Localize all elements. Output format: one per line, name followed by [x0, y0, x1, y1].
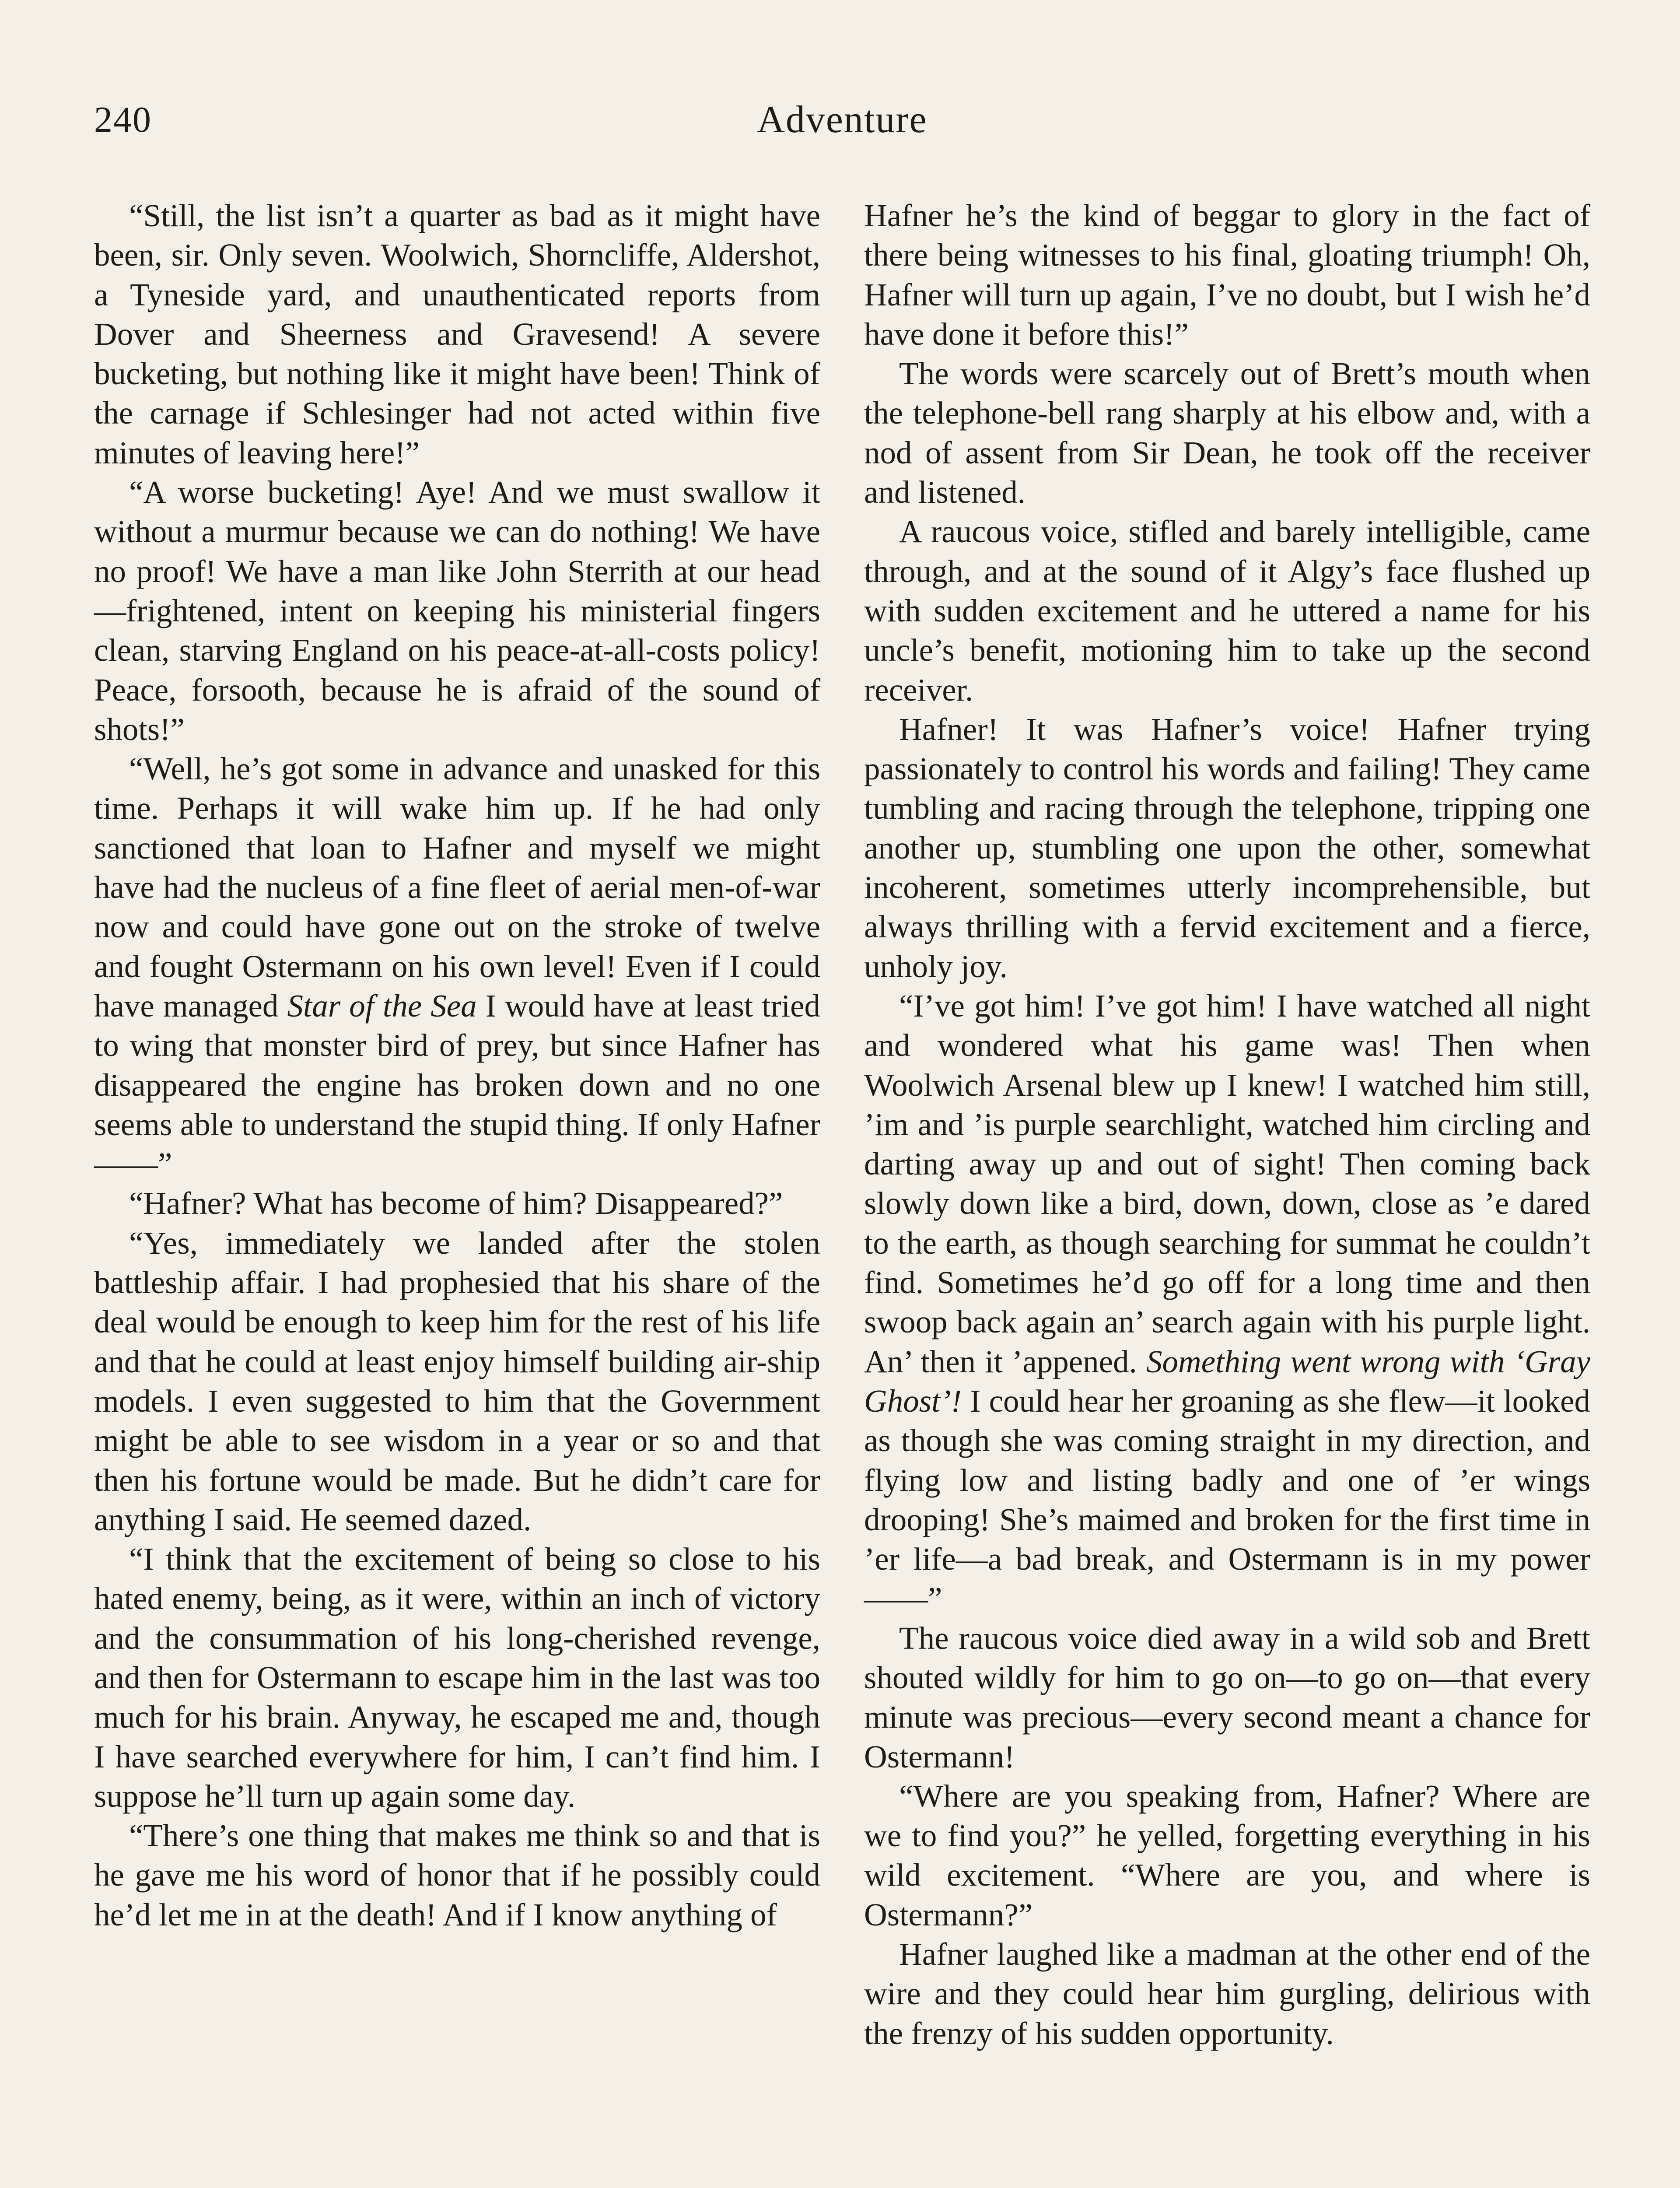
text-run: The words were scarcely out of Brett’s mouth when the telephone-bell rang sharply at his elbow and, with a nod of assent from Sir Dean, he took off the receiver and listened. — [864, 356, 1590, 510]
left-column — [94, 196, 820, 1935]
text-run: Hafner laughed like a madman at the other end of the wire and they could hear him gurgling, delirious with the frenzy of his sudden opportunity. — [864, 1936, 1590, 2051]
paragraph — [94, 1539, 820, 1816]
text-run: “Where are you speaking from, Hafner? Where are we to find you?” he yelled, forgetting everything in his wild excitement. “Where are you, and where is Ostermann?” — [864, 1778, 1590, 1932]
text-run: “Still, the list isn’t a quarter as bad as it might have been, sir. Only seven. Woolwich, Shorncliffe, Aldershot, a Tyneside yard, and unauthenticated reports from Dover and Sheerness and Gravesend! A severe bucketing, but nothing like it might have been! Think of the carnage if Schlesinger had not acted within five minutes of leaving here!” — [94, 198, 820, 470]
text-run: A raucous voice, stifled and barely intelligible, came through, and at the sound of it Algy’s face flushed up with sudden excitement and he uttered a name for his uncle’s benefit, motioning him to take up the second receiver. — [864, 514, 1590, 708]
italic-text: Something went wrong with ‘Gray Ghost’! — [864, 1343, 1590, 1419]
text-run: “I’ve got him! I’ve got him! I have watched all night and wondered what his game was! Then when Woolwich Arsenal blew up I knew! I watched him still, ’im and ’is purple searchlight, watched him circling and darting away up and out of sight! Then coming back slowly down like a bird, down, down, close as ’e dared to the earth, as though searching for summat he couldn’t find. Sometimes he’d go off for a long time and then swoop back again an’ search again with his purple light. An’ then it ’appened. — [864, 988, 1590, 1379]
text-run: Hafner he’s the kind of beggar to glory in the fact of there being witnesses to his final, gloating triumph! Oh, Hafner will turn up again, I’ve no doubt, but I wish he’d have done it before this!” — [864, 198, 1590, 352]
text-run: “Well, he’s got some in advance and unasked for this time. Perhaps it will wake him up. If he had only sanctioned that loan to Hafner and myself we might have had the nucleus of a fine fleet of aerial men-of-war now and could have gone out on the stroke of twelve and fought Ostermann on his own level! Even if I could have managed — [94, 751, 820, 1024]
paragraph — [94, 473, 820, 749]
text-run: I would have at least tried to wing that monster bird of prey, but since Hafner has disappeared the engine has broken down and no one seems able to understand the stupid thing. If only Hafner——” — [94, 988, 820, 1182]
paragraph — [864, 1777, 1590, 1935]
text-run: The raucous voice died away in a wild sob and Brett shouted wildly for him to go on—to go on—that every minute was precious—every second meant a chance for Ostermann! — [864, 1620, 1590, 1774]
text-run: “A worse bucketing! Aye! And we must swallow it without a murmur because we can do nothing! We have no proof! We have a man like John Sterrith at our head—frightened, intent on keeping his ministerial fingers clean, starving England on his peace-at-all-costs policy! Peace, forsooth, because he is afraid of the sound of shots!” — [94, 474, 820, 747]
paragraph — [864, 354, 1590, 512]
paragraph — [864, 986, 1590, 1619]
page-header — [94, 94, 1590, 146]
text-run: Hafner! It was Hafner’s voice! Hafner trying passionately to control his words and failing! They came tumbling and racing through the telephone, tripping one another up, stumbling one upon the other, somewhat incoherent, sometimes utterly incomprehensible, but always thrilling with a fervid excitement and a fierce, unholy joy. — [864, 711, 1590, 984]
paragraph — [864, 1935, 1590, 2053]
page-number: 240 — [94, 99, 152, 140]
paragraph — [94, 1224, 820, 1539]
paragraph — [94, 1184, 820, 1223]
running-title: Adventure — [757, 98, 928, 141]
text-run: I could hear her groaning as she flew—it looked as though she was coming straight in my direction, and flying low and listing badly and one of ’er wings drooping! She’s maimed and broken for the first time in ’er life—a bad break, and Ostermann is in my power——” — [864, 1383, 1590, 1616]
text-run: “There’s one thing that makes me think so and that is he gave me his word of honor that if he possibly could he’d let me in at the death! And if I know anything of — [94, 1818, 820, 1932]
text-run: “Hafner? What has become of him? Disappeared?” — [129, 1185, 783, 1221]
paragraph — [864, 1619, 1590, 1777]
paragraph — [94, 1816, 820, 1935]
paragraph — [94, 749, 820, 1184]
paragraph — [94, 196, 820, 473]
paragraph — [864, 196, 1590, 354]
text-run: “I think that the excitement of being so close to his hated enemy, being, as it were, within an inch of victory and the consummation of his long-cherished revenge, and then for Ostermann to escape him in the last was too much for his brain. Anyway, he escaped me and, though I have searched everywhere for him, I can’t find him. I suppose he’ll turn up again some day. — [94, 1541, 820, 1814]
italic-text: Star of the Sea — [287, 988, 477, 1024]
paragraph — [864, 710, 1590, 986]
paragraph — [864, 512, 1590, 709]
text-run: “Yes, immediately we landed after the stolen battleship affair. I had prophesied that his share of the deal would be enough to keep him for the rest of his life and that he could at least enjoy himself building air-ship models. I even suggested to him that the Government might be able to see wisdom in a year or so and that then his fortune would be made. But he didn’t care for anything I said. He seemed dazed. — [94, 1225, 820, 1537]
right-column — [864, 196, 1590, 2053]
